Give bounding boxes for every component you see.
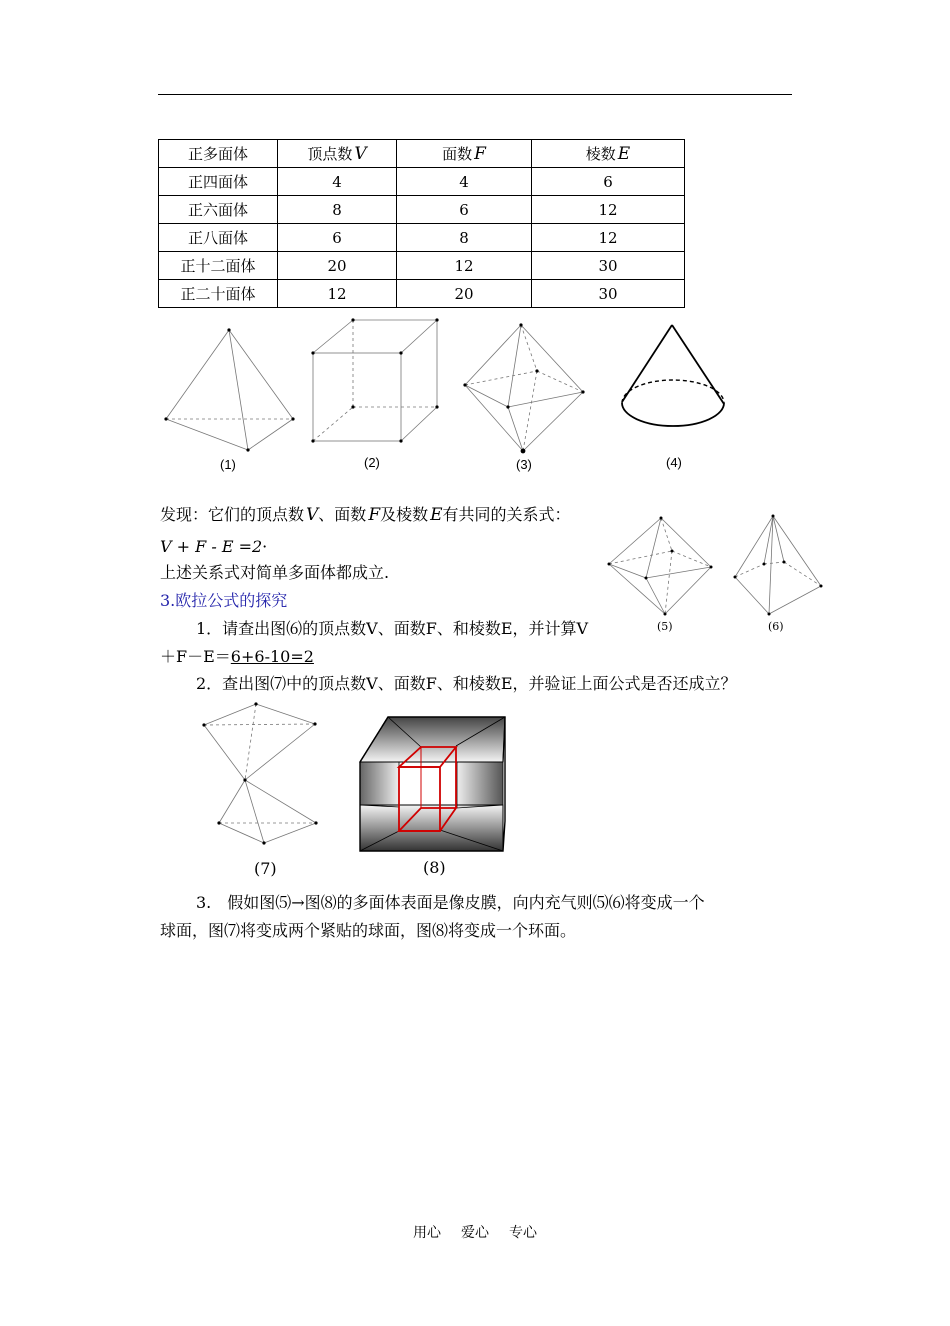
table-header-cell: 棱数 E xyxy=(532,140,685,168)
table-cell: 正六面体 xyxy=(159,196,278,224)
tetrahedron-figure xyxy=(164,328,294,451)
caption-5: (5) xyxy=(657,620,673,633)
footer-item: 用心 xyxy=(413,1225,441,1241)
table-header-cell: 正多面体 xyxy=(159,140,278,168)
caption-2: (2) xyxy=(364,455,380,470)
table-cell: 正四面体 xyxy=(159,168,278,196)
octahedron-small-figure xyxy=(608,517,713,616)
table-header-cell: 面数 F xyxy=(397,140,532,168)
page-footer xyxy=(0,1222,950,1242)
table-cell: 8 xyxy=(278,196,397,224)
table-cell: 正二十面体 xyxy=(159,280,278,308)
table-cell: 20 xyxy=(278,252,397,280)
footer-item: 专心 xyxy=(509,1225,537,1241)
table-cell: 30 xyxy=(532,252,685,280)
table-cell: 正八面体 xyxy=(159,224,278,252)
question-2: 2．查出图⑺中的顶点数V、面数F、和棱数E，并验证上面公式是否还成立？ xyxy=(196,674,737,693)
discovery-line: 发现：它们的顶点数 V、面数 F及棱数 E有共同的关系式： xyxy=(160,505,571,525)
octahedron-figure xyxy=(463,323,584,453)
double-pyramid-figure xyxy=(202,702,317,844)
table-cell: 12 xyxy=(532,224,685,252)
caption-3: (3) xyxy=(516,457,532,472)
caption-8: (8) xyxy=(423,858,446,877)
table-cell: 6 xyxy=(532,168,685,196)
table-cell: 4 xyxy=(278,168,397,196)
question-3-line-2: 球面，图⑺将变成两个紧贴的球面，图⑻将变成一个环面。 xyxy=(160,921,577,940)
statement: 上述关系式对简单多面体都成立. xyxy=(160,563,390,582)
table-cell: 30 xyxy=(532,280,685,308)
table-header-cell: 顶点数 V xyxy=(278,140,397,168)
table-cell: 20 xyxy=(397,280,532,308)
question-1-line-1: 1．请查出图⑹的顶点数V、面数F、和棱数E，并计算V xyxy=(196,619,589,638)
caption-6: (6) xyxy=(768,620,784,633)
pyramid-small-figure xyxy=(734,515,823,616)
table-cell: 8 xyxy=(397,224,532,252)
footer-item: 爱心 xyxy=(461,1225,489,1241)
table-cell: 正十二面体 xyxy=(159,252,278,280)
euler-formula: V + F - E =2· xyxy=(160,537,268,556)
caption-7: (7) xyxy=(254,859,277,878)
table-cell: 12 xyxy=(278,280,397,308)
cube-figure xyxy=(311,318,438,442)
frame-polyhedron-figure xyxy=(360,717,505,851)
table-cell: 12 xyxy=(532,196,685,224)
table-cell: 6 xyxy=(278,224,397,252)
table-cell: 4 xyxy=(397,168,532,196)
question-3-line-1: 3. 假如图⑸→图⑻的多面体表面是像皮膜，向内充气则⑸⑹将变成一个 xyxy=(196,893,705,912)
question-1-line-2: ＋F－E＝6+6-10=2 xyxy=(160,647,314,666)
table-cell: 6 xyxy=(397,196,532,224)
table-cell: 12 xyxy=(397,252,532,280)
caption-1: (1) xyxy=(220,457,236,472)
caption-4: (4) xyxy=(666,455,682,470)
section-heading: 3.欧拉公式的探究 xyxy=(160,591,288,610)
cone-figure xyxy=(622,325,724,426)
